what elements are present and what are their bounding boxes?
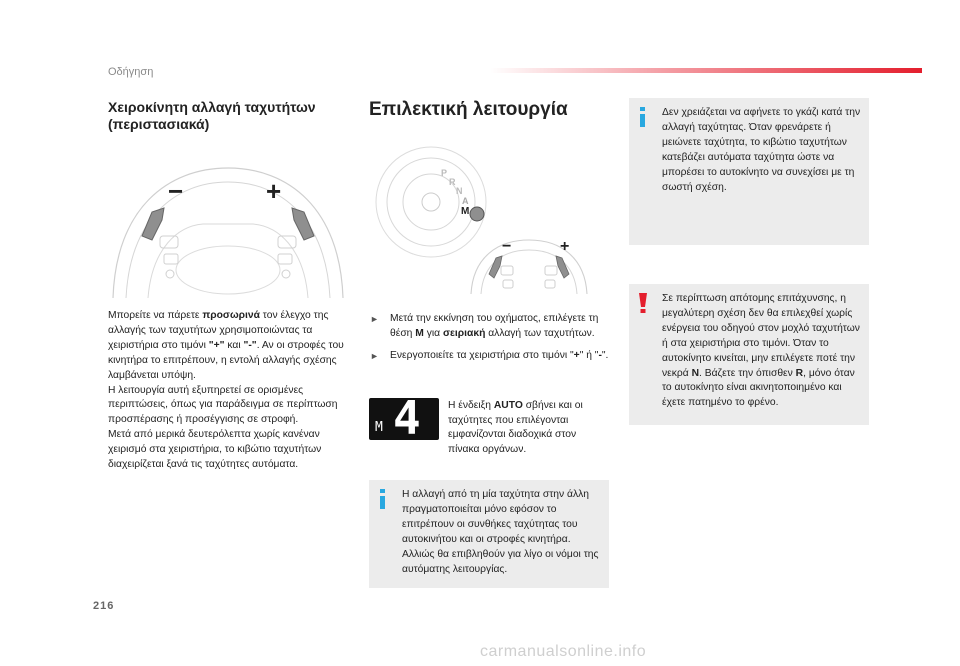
instruction-item-2: ► Ενεργοποιείτε τα χειριστήρια στο τιμόνι "+" ή "-". bbox=[370, 349, 610, 364]
instruction-list bbox=[370, 312, 610, 372]
steering-wheel-illustration bbox=[108, 148, 348, 300]
page-number: 216 bbox=[93, 600, 115, 612]
left-body-text bbox=[108, 309, 348, 473]
paddle-minus-label: − bbox=[502, 238, 512, 255]
gear-letter-n: N bbox=[456, 186, 463, 196]
footer-watermark: carmanualsonline.info bbox=[480, 643, 647, 660]
gear-letter-a: A bbox=[462, 196, 469, 206]
display-gear-number: 4 bbox=[393, 398, 421, 440]
info-box-middle-text: Η αλλαγή από τη μία ταχύτητα στην άλλη πραγματοποιείται μόνο εφόσον το επιτρέπουν οι συνθήκες ταχύτητας του αυτοκινήτου και οι στροφές κινητήρα. Αλλιώς θα επιβληθούν για λίγο οι νόμοι της αυτόματης λειτουργίας. bbox=[402, 489, 599, 575]
info-box-middle bbox=[369, 480, 609, 588]
info-icon bbox=[376, 488, 390, 508]
header-accent-bar bbox=[490, 68, 922, 73]
gear-letter-p: P bbox=[441, 168, 448, 178]
instrument-panel-gear-display bbox=[369, 398, 439, 440]
warning-box-right-text: Σε περίπτωση απότομης επιτάχυνσης, η μεγαλύτερη σχέση δεν θα επιλεχθεί χωρίς ενέργεια του οδηγού στον μοχλό ταχυτήτων ή στα χειριστήρια στο τιμόνι. Όταν το αυτοκίνητο κινείται, μην επιλέγετε ποτέ την νεκρά N. Βάζετε την όπισθεν R, μόνο όταν το αυτοκίνητο είναι ακινητοποιημένο και έχετε πατημένο το φρένο. bbox=[662, 293, 860, 409]
arrow-bullet-icon: ► bbox=[370, 314, 379, 324]
gear-selector-illustration bbox=[369, 140, 609, 305]
left-heading: Χειροκίνητη αλλαγή ταχυτήτων (περιστασιακά) bbox=[108, 99, 316, 132]
left-paragraph-3: Μετά από μερικά δευτερόλεπτα χωρίς κανέναν χειρισμό στα χειριστήρια, το κιβώτιο ταχυτήτων διαχειρίζεται ξανά τις ταχύτητες αυτόματα. bbox=[108, 429, 322, 471]
paddle-plus-label: + bbox=[266, 176, 282, 206]
paddle-plus-label: + bbox=[560, 238, 570, 255]
gear-letter-m: M bbox=[461, 206, 470, 217]
instruction-item-1: ► Μετά την εκκίνηση του οχήματος, επιλέγετε τη θέση M για σειριακή αλλαγή των ταχυτήτων. bbox=[370, 313, 599, 339]
left-paragraph-2: Η λειτουργία αυτή εξυπηρετεί σε ορισμένες περιπτώσεις, όπως για παράδειγμα σε περίπτωση προσπέρασης ή προσέγγισης σε στροφή. bbox=[108, 384, 338, 426]
section-title: Οδήγηση bbox=[108, 66, 154, 78]
middle-heading: Επιλεκτική λειτουργία bbox=[369, 99, 568, 120]
warning-icon bbox=[636, 292, 650, 312]
steering-wheel-svg bbox=[108, 148, 348, 300]
gear-selector-svg bbox=[369, 140, 609, 305]
info-box-right bbox=[629, 98, 869, 245]
arrow-bullet-icon: ► bbox=[370, 351, 379, 361]
left-paragraph-1: Μπορείτε να πάρετε προσωρινά τον έλεγχο της αλλαγής των ταχυτήτων χρησιμοποιώντας τα χειριστήρια στο τιμόνι "+" και "-". Αν οι στροφές του κινητήρα το επιτρέπουν, η εντολή αλλαγής σχέσης λαμβάνεται υπόψη. bbox=[108, 310, 344, 381]
info-box-right-text: Δεν χρειάζεται να αφήνετε το γκάζι κατά την αλλαγή ταχύτητας. Όταν φρενάρετε ή μειώνετε ταχύτητα, το κιβώτιο ταχυτήτων κατεβάζει αυτόματα ταχύτητα ώστε να μπορέσει το αυτοκίνητο να συνεχίσει με τη σωστή σχέση. bbox=[662, 107, 861, 193]
warning-box-right bbox=[629, 284, 869, 425]
gear-letter-r: R bbox=[449, 177, 456, 187]
paddle-minus-label: − bbox=[168, 176, 184, 206]
auto-indicator-text: Η ένδειξη AUTO σβήνει και οι ταχύτητες που επιλέγονται εμφανίζονται διαδοχικά στον πίνακα οργάνων. bbox=[448, 400, 583, 455]
display-mode-letter: M bbox=[375, 420, 383, 435]
info-icon bbox=[636, 106, 650, 126]
